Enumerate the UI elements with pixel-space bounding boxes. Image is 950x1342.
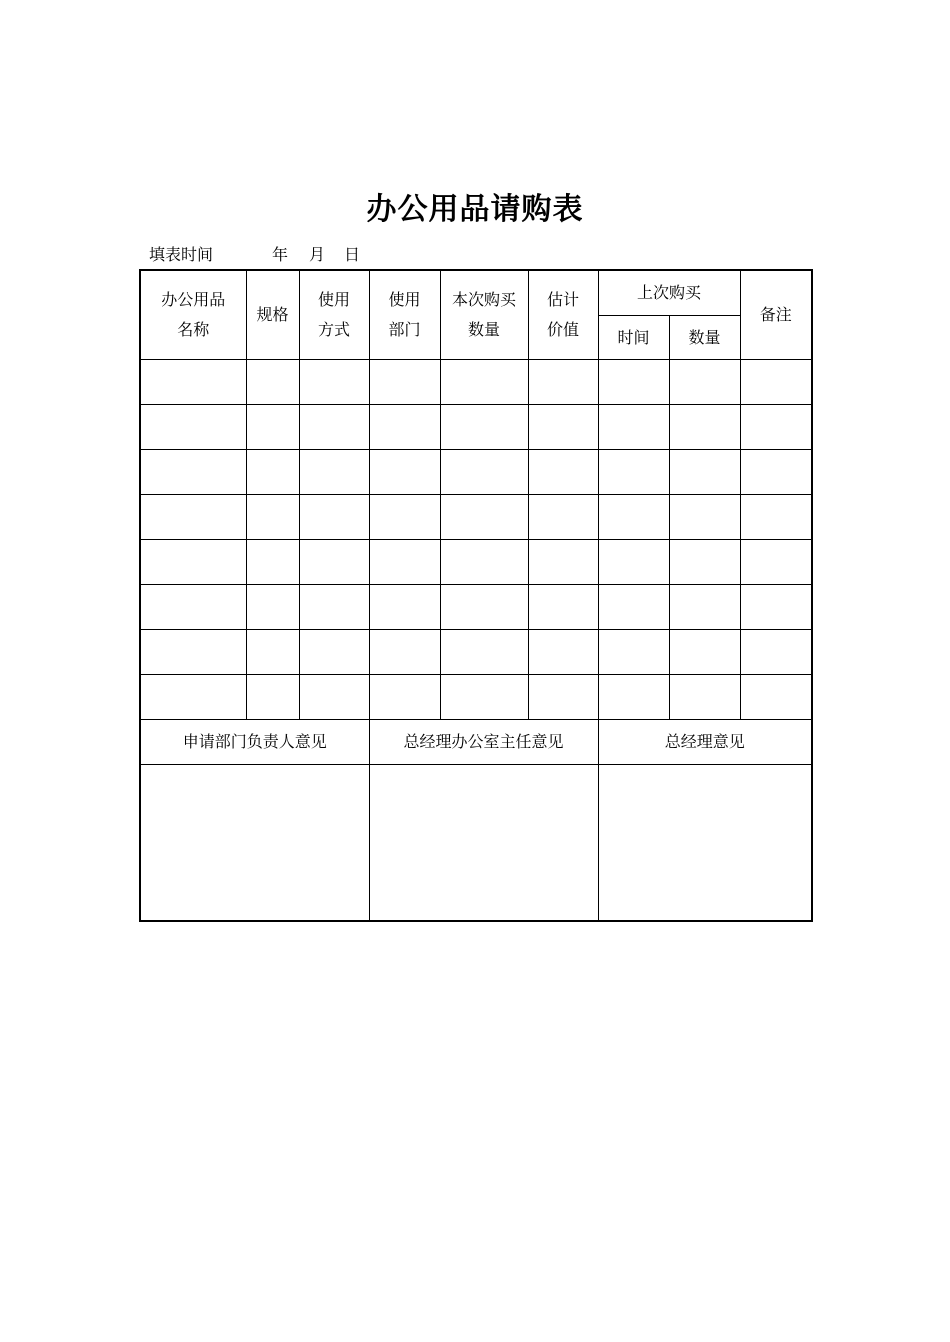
header-this-qty: 本次购买 数量 bbox=[440, 270, 528, 360]
table-row bbox=[140, 675, 812, 720]
table-cell[interactable] bbox=[140, 675, 246, 720]
table-cell[interactable] bbox=[369, 630, 440, 675]
table-cell[interactable] bbox=[369, 675, 440, 720]
approval-office-director-label: 总经理办公室主任意见 bbox=[369, 720, 598, 765]
table-cell[interactable] bbox=[528, 495, 598, 540]
header-est-value: 估计 价值 bbox=[528, 270, 598, 360]
table-cell[interactable] bbox=[740, 630, 812, 675]
page-title: 办公用品请购表 bbox=[366, 192, 584, 227]
table-cell[interactable] bbox=[598, 675, 669, 720]
table-cell[interactable] bbox=[598, 585, 669, 630]
header-last-qty: 数量 bbox=[669, 316, 740, 360]
table-cell[interactable] bbox=[440, 405, 528, 450]
table-row bbox=[140, 405, 812, 450]
approval-dept-head-label: 申请部门负责人意见 bbox=[140, 720, 369, 765]
approval-general-manager-label: 总经理意见 bbox=[598, 720, 812, 765]
table-cell[interactable] bbox=[246, 630, 299, 675]
table-cell[interactable] bbox=[440, 675, 528, 720]
table-cell[interactable] bbox=[246, 495, 299, 540]
table-cell[interactable] bbox=[740, 585, 812, 630]
table-cell[interactable] bbox=[299, 495, 369, 540]
table-cell[interactable] bbox=[669, 360, 740, 405]
table-cell[interactable] bbox=[528, 585, 598, 630]
table-cell[interactable] bbox=[246, 585, 299, 630]
table-cell[interactable] bbox=[299, 450, 369, 495]
approval-body-row bbox=[140, 765, 812, 922]
table-cell[interactable] bbox=[246, 675, 299, 720]
purchase-request-table bbox=[139, 269, 813, 922]
table-cell[interactable] bbox=[598, 450, 669, 495]
table-cell[interactable] bbox=[369, 405, 440, 450]
table-cell[interactable] bbox=[246, 540, 299, 585]
header-last-purchase: 上次购买 bbox=[598, 270, 740, 316]
table-cell[interactable] bbox=[440, 630, 528, 675]
table-cell[interactable] bbox=[669, 450, 740, 495]
table-cell[interactable] bbox=[140, 450, 246, 495]
table-cell[interactable] bbox=[299, 630, 369, 675]
header-spec: 规格 bbox=[246, 270, 299, 360]
table-cell[interactable] bbox=[669, 585, 740, 630]
table-row bbox=[140, 540, 812, 585]
table-row bbox=[140, 630, 812, 675]
table-row bbox=[140, 360, 812, 405]
header-last-time: 时间 bbox=[598, 316, 669, 360]
approval-general-manager-field[interactable] bbox=[598, 765, 812, 922]
table-cell[interactable] bbox=[246, 405, 299, 450]
header-remarks: 备注 bbox=[740, 270, 812, 360]
table-cell[interactable] bbox=[669, 675, 740, 720]
table-cell[interactable] bbox=[528, 405, 598, 450]
table-cell[interactable] bbox=[369, 360, 440, 405]
table-cell[interactable] bbox=[598, 495, 669, 540]
table-cell[interactable] bbox=[528, 450, 598, 495]
approval-office-director-field[interactable] bbox=[369, 765, 598, 922]
table-cell[interactable] bbox=[140, 360, 246, 405]
approval-header-row bbox=[140, 720, 812, 765]
table-cell[interactable] bbox=[669, 630, 740, 675]
table-cell[interactable] bbox=[598, 360, 669, 405]
table-cell[interactable] bbox=[440, 450, 528, 495]
table-cell[interactable] bbox=[740, 405, 812, 450]
table-cell[interactable] bbox=[440, 495, 528, 540]
approval-dept-head-field[interactable] bbox=[140, 765, 369, 922]
table-cell[interactable] bbox=[299, 540, 369, 585]
header-usage-dept: 使用 部门 bbox=[369, 270, 440, 360]
table-cell[interactable] bbox=[369, 495, 440, 540]
fill-date-month: 月 bbox=[309, 245, 326, 264]
table-cell[interactable] bbox=[440, 360, 528, 405]
fill-date-year: 年 bbox=[272, 245, 289, 264]
table-row bbox=[140, 585, 812, 630]
table-row bbox=[140, 450, 812, 495]
table-cell[interactable] bbox=[246, 450, 299, 495]
table-cell[interactable] bbox=[598, 540, 669, 585]
table-cell[interactable] bbox=[598, 405, 669, 450]
header-usage-method: 使用 方式 bbox=[299, 270, 369, 360]
table-cell[interactable] bbox=[669, 405, 740, 450]
table-cell[interactable] bbox=[440, 585, 528, 630]
table-cell[interactable] bbox=[740, 675, 812, 720]
table-cell[interactable] bbox=[140, 405, 246, 450]
table-row bbox=[140, 495, 812, 540]
table-cell[interactable] bbox=[299, 405, 369, 450]
fill-date-day: 日 bbox=[344, 245, 361, 264]
header-item-name: 办公用品 名称 bbox=[140, 270, 246, 360]
table-cell[interactable] bbox=[669, 495, 740, 540]
table-cell[interactable] bbox=[528, 675, 598, 720]
table-cell[interactable] bbox=[528, 540, 598, 585]
table-cell[interactable] bbox=[528, 360, 598, 405]
table-cell[interactable] bbox=[369, 450, 440, 495]
table-cell[interactable] bbox=[740, 495, 812, 540]
table-cell[interactable] bbox=[140, 630, 246, 675]
table-cell[interactable] bbox=[528, 630, 598, 675]
table-cell[interactable] bbox=[598, 630, 669, 675]
table-cell[interactable] bbox=[740, 450, 812, 495]
table-cell[interactable] bbox=[740, 540, 812, 585]
table-cell[interactable] bbox=[140, 585, 246, 630]
table-cell[interactable] bbox=[740, 360, 812, 405]
table-cell[interactable] bbox=[140, 495, 246, 540]
fill-date-label: 填表时间 bbox=[149, 245, 214, 264]
table-cell[interactable] bbox=[299, 585, 369, 630]
table-cell[interactable] bbox=[369, 540, 440, 585]
table-cell[interactable] bbox=[140, 540, 246, 585]
header-row-1 bbox=[140, 270, 812, 316]
table-cell[interactable] bbox=[369, 585, 440, 630]
table-cell[interactable] bbox=[669, 540, 740, 585]
table-cell[interactable] bbox=[299, 360, 369, 405]
table-cell[interactable] bbox=[299, 675, 369, 720]
table-cell[interactable] bbox=[246, 360, 299, 405]
table-cell[interactable] bbox=[440, 540, 528, 585]
